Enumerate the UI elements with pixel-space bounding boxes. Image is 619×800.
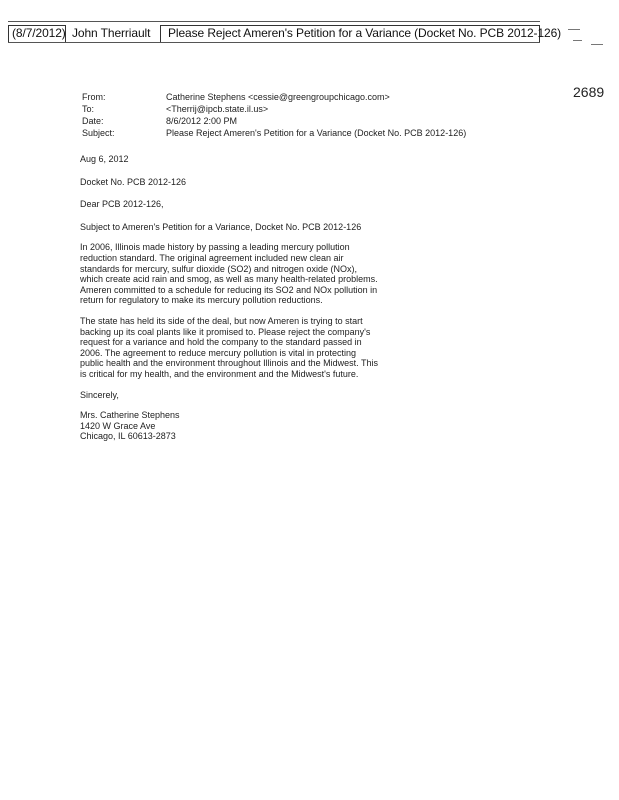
signature-city: Chicago, IL 60613-2873 <box>80 431 176 442</box>
letter-docket: Docket No. PCB 2012-126 <box>80 176 187 187</box>
from-value: Catherine Stephens <cessie@greengroupchicago.com> <box>166 92 390 102</box>
date-label: Date: <box>82 116 104 126</box>
letter-re-line: Subject to Ameren's Petition for a Variance, Docket No. PCB 2012-126 <box>80 221 362 232</box>
to-value: <Therrij@ipcb.state.il.us> <box>166 104 269 114</box>
from-label: From: <box>82 92 106 102</box>
scan-mark <box>591 44 603 45</box>
signature-name: Mrs. Catherine Stephens <box>80 410 180 421</box>
signature-street: 1420 W Grace Ave <box>80 420 156 431</box>
letter-date: Aug 6, 2012 <box>80 154 129 164</box>
scan-mark <box>568 29 580 30</box>
subject-label: Subject: <box>82 128 115 138</box>
header-rule-bottom <box>8 42 540 43</box>
letter-paragraph-1: In 2006, Illinois made history by passing a leading mercury pollution reduction standard. The original agreement included new clean air standards for mercury, sulfur dioxide (SO2) and nitrogen oxide (NOx), which create acid rain and smog, as well as many health-related problems. Ameren committed to a schedule for reducing its SO2 and NOx pollution in return for regulatory to make its mercury pollution reductions. <box>80 242 378 306</box>
letter-body <box>80 154 380 442</box>
subject-value: Please Reject Ameren's Petition for a Variance (Docket No. PCB 2012-126) <box>166 128 467 138</box>
letter-paragraph-2: The state has held its side of the deal, but now Ameren is trying to start backing up its coal plants like it promised to. Please reject the company's request for a variance and hold the company to the standard passed in 2006. The agreement to reduce mercury pollution is vital in protecting public health and the environment throughout Illinois and the Midwest. This is critical for my health, and the environment and the Midwest's future. <box>80 315 379 379</box>
letter-closing: Sincerely, <box>80 389 119 400</box>
header-rule-top <box>8 21 540 22</box>
header-subject: Please Reject Ameren's Petition for a Variance (Docket No. PCB 2012-126) <box>168 26 562 40</box>
header-sender: John Therriault <box>72 26 151 40</box>
date-value: 8/6/2012 2:00 PM <box>166 116 238 126</box>
document-header <box>8 25 562 42</box>
page-number: 2689 <box>573 84 605 100</box>
header-date: (8/7/2012) <box>12 26 66 40</box>
to-label: To: <box>82 104 95 114</box>
scan-mark <box>573 40 582 41</box>
letter-salutation: Dear PCB 2012-126, <box>80 199 164 210</box>
